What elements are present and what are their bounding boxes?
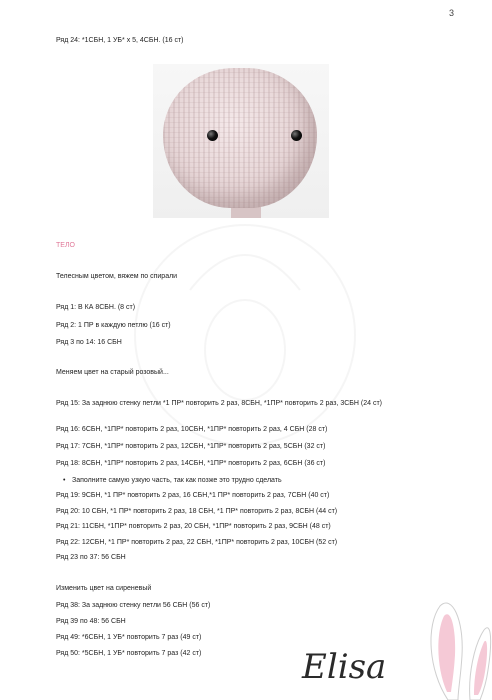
left-eye: [207, 130, 218, 141]
row-19: Ряд 19: 9СБН, *1 ПР* повторить 2 раз, 16 СБН,*1 ПР* повторить 2 раз, 7СБН (40 ст): [56, 492, 330, 499]
page-number: 3: [448, 8, 454, 18]
row-2: Ряд 2: 1 ПР в каждую петлю (16 ст): [56, 322, 171, 329]
body-intro: Телесным цветом, вяжем по спирали: [56, 273, 178, 280]
elisa-logo: [298, 640, 418, 690]
row-21: Ряд 21: 11СБН, *1ПР* повторить 2 раз, 20 СБН, *1ПР* повторить 2 раз, 9СБН (48 ст): [56, 523, 331, 530]
right-eye: [291, 130, 302, 141]
row-22: Ряд 22: 12СБН, *1 ПР* повторить 2 раз, 22 СБН, *1ПР* повторить 2 раз, 10СБН (52 ст): [56, 539, 338, 546]
row-3-14: Ряд 3 по 14: 16 СБН: [56, 339, 122, 346]
bullet-dot: •: [63, 477, 66, 484]
row-15: Ряд 15: За заднюю стенку петли *1 ПР* повторить 2 раз, 8СБН, *1ПР* повторить 2 раз, 3СБН (24 ст): [56, 400, 382, 407]
row-38: Ряд 38: За заднюю стенку петли 56 СБН (56 ст): [56, 602, 211, 609]
color-change-lilac: Изменить цвет на сиреневый: [56, 585, 152, 592]
color-change-pink: Меняем цвет на старый розовый...: [56, 369, 169, 376]
section-heading-body: ТЕЛО: [56, 242, 75, 249]
elisa-logo-text: Elisa: [302, 647, 387, 687]
row-20: Ряд 20: 10 СБН, *1 ПР* повторить 2 раз, 18 СБН, *1 ПР* повторить 2 раз, 8СБН (44 ст): [56, 508, 338, 515]
row-18: Ряд 18: 8СБН, *1ПР* повторить 2 раз, 14СБН, *1ПР* повторить 2 раз, 6СБН (36 ст): [56, 460, 326, 467]
row-39-48: Ряд 39 по 48: 56 СБН: [56, 618, 126, 625]
doll-head-photo: [153, 64, 329, 218]
row-49: Ряд 49: *6СБН, 1 УБ* повторить 7 раз (49 ст): [56, 634, 202, 641]
row-50: Ряд 50: *5СБН, 1 УБ* повторить 7 раз (42 ст): [56, 650, 202, 657]
row-17: Ряд 17: 7СБН, *1ПР* повторить 2 раз, 12СБН, *1ПР* повторить 2 раз, 5СБН (32 ст): [56, 443, 326, 450]
bullet-note-text: Заполните самую узкую часть, так как позже это трудно сделать: [72, 477, 282, 484]
row-23-37: Ряд 23 по 37: 56 СБН: [56, 554, 126, 561]
row-1: Ряд 1: В КА 8СБН. (8 ст): [56, 304, 136, 311]
bullet-note: [63, 476, 282, 485]
doll-head: [163, 68, 317, 208]
bunny-ear-icon: [418, 600, 492, 700]
row-16: Ряд 16: 6СБН, *1ПР* повторить 2 раз, 10СБН, *1ПР* повторить 2 раз, 4 СБН (28 ст): [56, 426, 328, 433]
row-24: Ряд 24: *1СБН, 1 УБ* х 5, 4СБН. (16 ст): [56, 37, 184, 44]
